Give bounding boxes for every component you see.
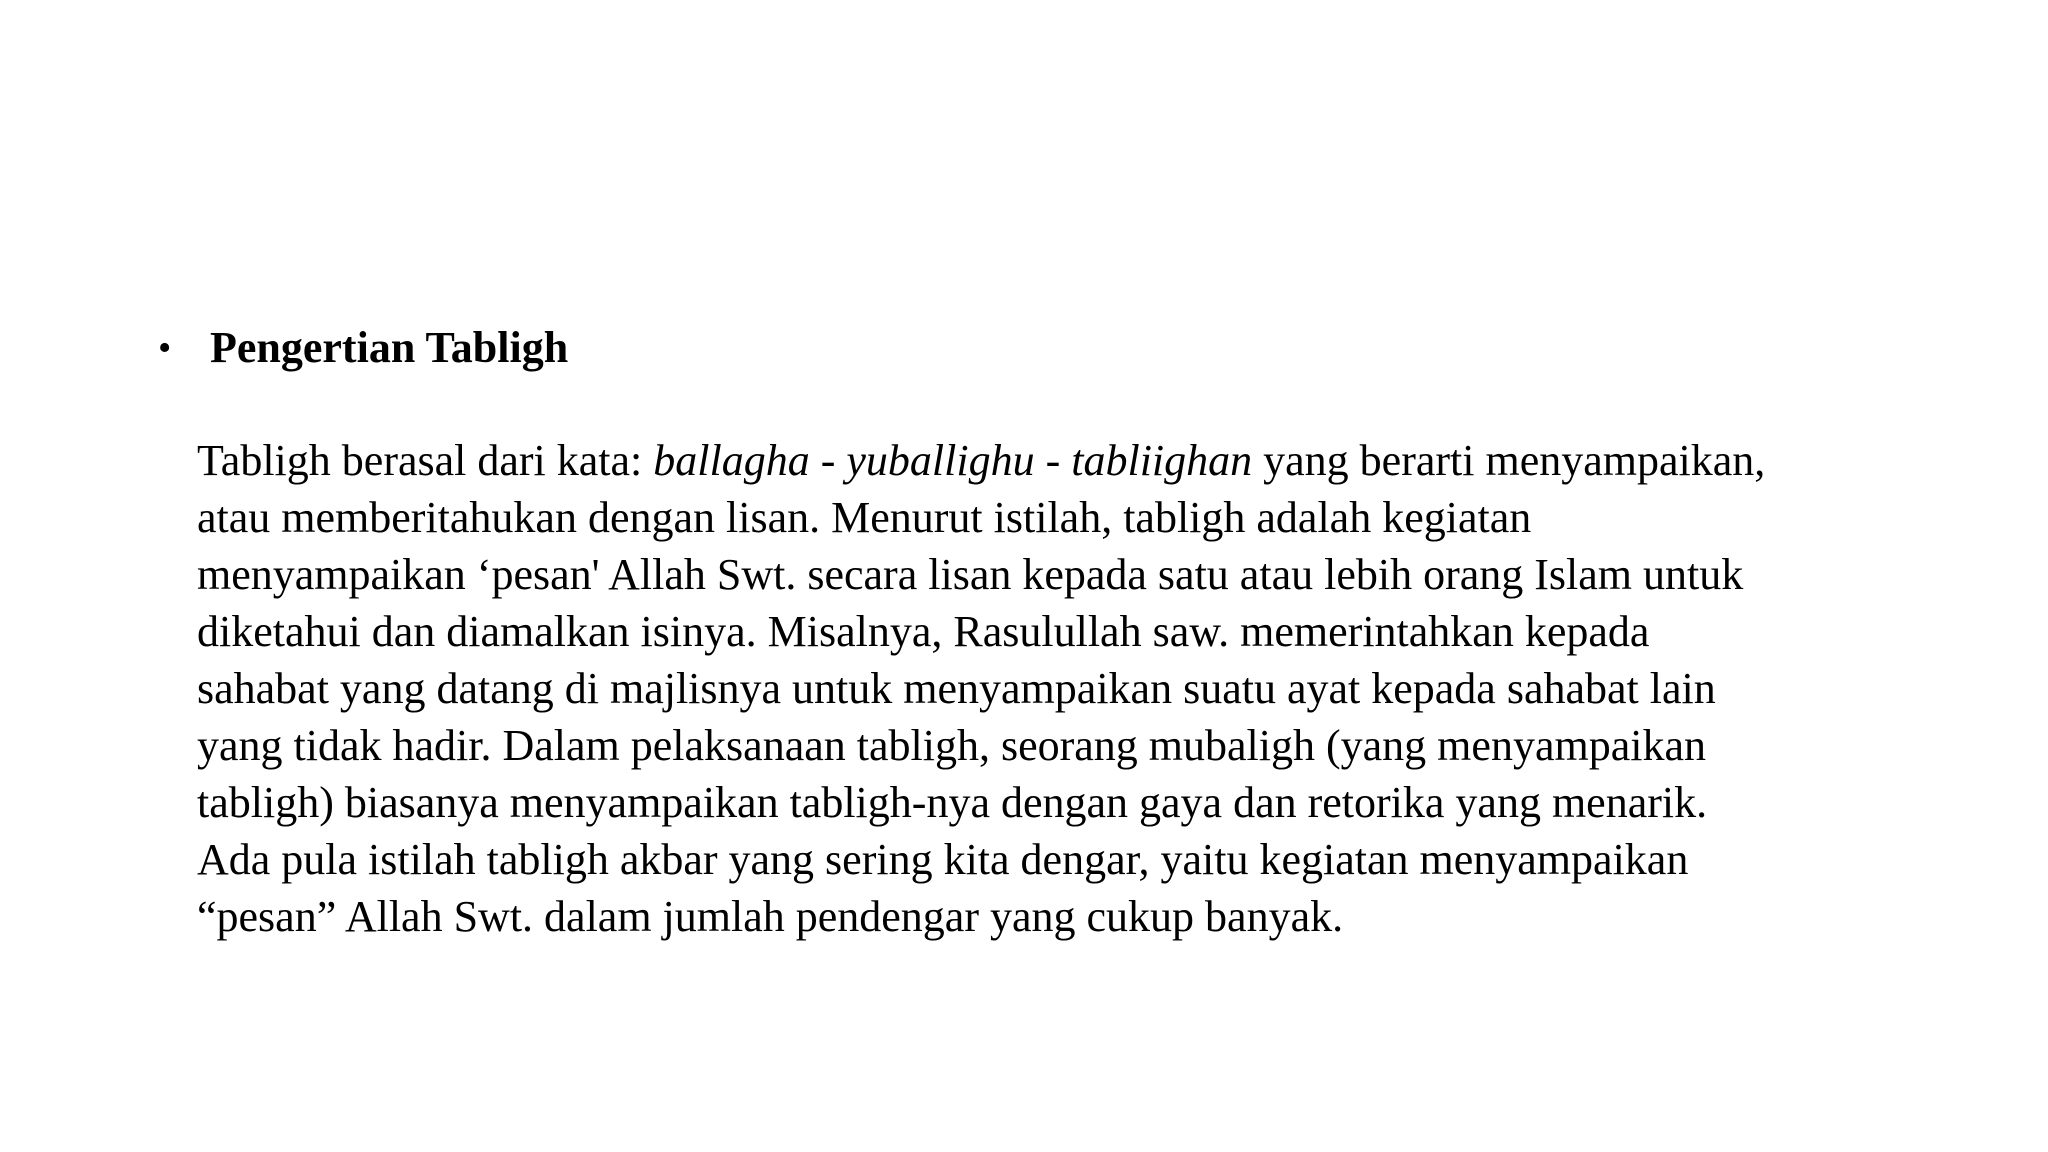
paragraph-line: sahabat yang datang di majlisnya untuk menyampaikan suatu ayat kepada sahabat lain xyxy=(197,664,1716,713)
paragraph-line: tabligh) biasanya menyampaikan tabligh-nya dengan gaya dan retorika yang menarik. xyxy=(197,778,1708,827)
paragraph-text: Tabligh berasal dari kata: xyxy=(197,436,654,485)
heading-row xyxy=(158,318,568,378)
paragraph-line xyxy=(197,432,1957,489)
body-paragraph xyxy=(197,432,1957,945)
arabic-word-forms: ballagha - yuballighu - tabliighan xyxy=(653,436,1253,485)
paragraph-line: menyampaikan ‘pesan' Allah Swt. secara lisan kepada satu atau lebih orang Islam untuk xyxy=(197,550,1744,599)
paragraph-line: atau memberitahukan dengan lisan. Menurut istilah, tabligh adalah kegiatan xyxy=(197,493,1532,542)
bullet-icon: • xyxy=(158,327,172,369)
paragraph-line: “pesan” Allah Swt. dalam jumlah pendengar yang cukup banyak. xyxy=(197,892,1344,941)
paragraph-text: yang berarti menyampaikan, xyxy=(1252,436,1766,485)
paragraph-line: diketahui dan diamalkan isinya. Misalnya, Rasulullah saw. memerintahkan kepada xyxy=(197,607,1650,656)
slide-heading: Pengertian Tabligh xyxy=(210,323,569,372)
paragraph-line: Ada pula istilah tabligh akbar yang sering kita dengar, yaitu kegiatan menyampaikan xyxy=(197,835,1689,884)
paragraph-line: yang tidak hadir. Dalam pelaksanaan tabligh, seorang mubaligh (yang menyampaikan xyxy=(197,721,1706,770)
